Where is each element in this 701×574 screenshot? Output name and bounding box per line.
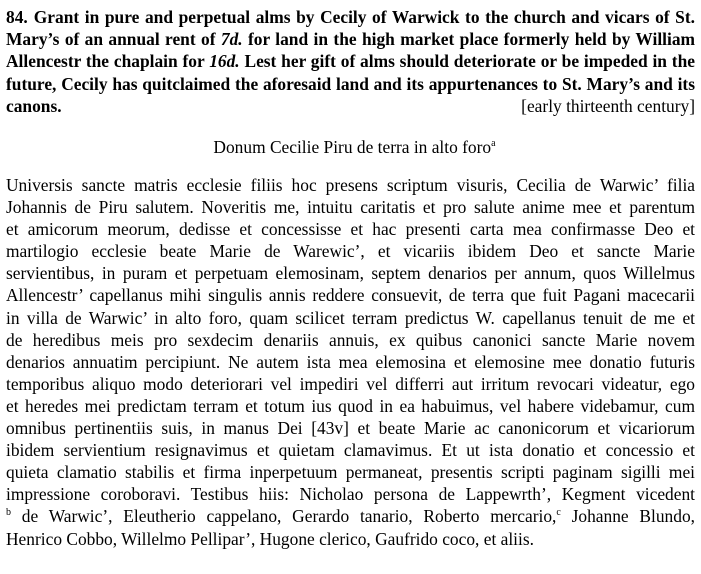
witness-text-2: Johanne Blundo, (560, 506, 695, 527)
charter-body (6, 174, 695, 550)
heading-amount-1: 7d. (220, 29, 243, 50)
body-line: in villa de Warwic’ in alto foro, quam scilicet terram predictus W. capellanus tenuit de me et (6, 307, 695, 328)
body-line-witnesses (6, 505, 695, 527)
body-line: omnibus pertinentiis suis, in manus Dei [43v] et beate Marie ac canonicorum et vicariorum (6, 418, 695, 439)
charter-heading (6, 6, 695, 117)
body-line: Universis sancte matris ecclesie filiis hoc presens scriptum visuris, Cecilia de Warwic’ filia (6, 175, 695, 196)
body-line: et amicorum meorum, dedisse et concessisse et hac presenti carta mea confirmasse Deo et (6, 219, 695, 240)
document-page (6, 6, 695, 550)
footnote-mark-b: b (6, 507, 11, 519)
heading-text-2: for land in the high market place formerly held by William Allencestr the chaplain for (6, 29, 695, 72)
body-line: temporibus aliquo modo deteriorari vel impediri vel differri aut irritum revocari videatur, ego (6, 373, 695, 394)
body-line: impressione coroboravi. Testibus hiis: Nicholao persona de Lappewrth’, Kegment vicedent (6, 484, 695, 505)
footnote-mark-a: a (491, 138, 496, 150)
body-line: et heredes mei predictam terram et totum ius quod in ea habuimus, vel habere videbamur, cum (6, 395, 695, 416)
charter-title-latin (14, 136, 695, 158)
charter-date: [early thirteenth century] (521, 95, 695, 116)
body-line-final: Henrico Cobbo, Willelmo Pellipar’, Hugone clerico, Gaufrido coco, et aliis. (6, 528, 534, 549)
body-line: quieta clamatio stabilis et firma inperpetuum permaneat, presentis scripti paginam sigilli mei (6, 462, 695, 483)
heading-amount-2: 16d. (209, 51, 240, 72)
body-line: Johannis de Piru salutem. Noveritis me, intuitu caritatis et pro salute anime mee et parentum (6, 197, 695, 218)
body-line: ibidem servientium resignavimus et quietam clamavimus. Et ut ista donatio et concessio et (6, 440, 695, 461)
footnote-mark-c: c (556, 507, 561, 519)
body-line: Allencestr’ capellanus mihi singulis annis reddere consuevit, de terra que fuit Pagani macecarii (6, 285, 695, 306)
witness-text-1: de Warwic’, Eleutherio cappelano, Gerardo tanario, Roberto mercario, (11, 506, 557, 527)
title-text: Donum Cecilie Piru de terra in alto foro (213, 137, 492, 158)
heading-text-3: Lest her gift of alms should deteriorate or be impeded in the future, Cecily has quitclaimed the aforesaid land and its appurtenances to St. Mary’s and its canons. (6, 51, 695, 116)
body-line: servientibus, in puram et perpetuam elemosinam, septem denarios per annum, quos Willelmus (6, 263, 695, 284)
body-line: martilogio ecclesie beate Marie de Warewic’, et vicariis ibidem Deo et sancte Marie (6, 241, 695, 262)
heading-text-1: Grant in pure and perpetual alms by Cecily of Warwick to the church and vicars of St. Mary’s of an annual rent of (6, 7, 695, 50)
body-line: de heredibus meis pro sexdecim denariis annuis, ex quibus canonici sancte Marie novem (6, 329, 695, 350)
body-line: denarios annuatim percipiunt. Ne autem ista mea elemosina et elemosine mee donatio futuris (6, 351, 695, 372)
charter-number: 84. (6, 7, 28, 27)
